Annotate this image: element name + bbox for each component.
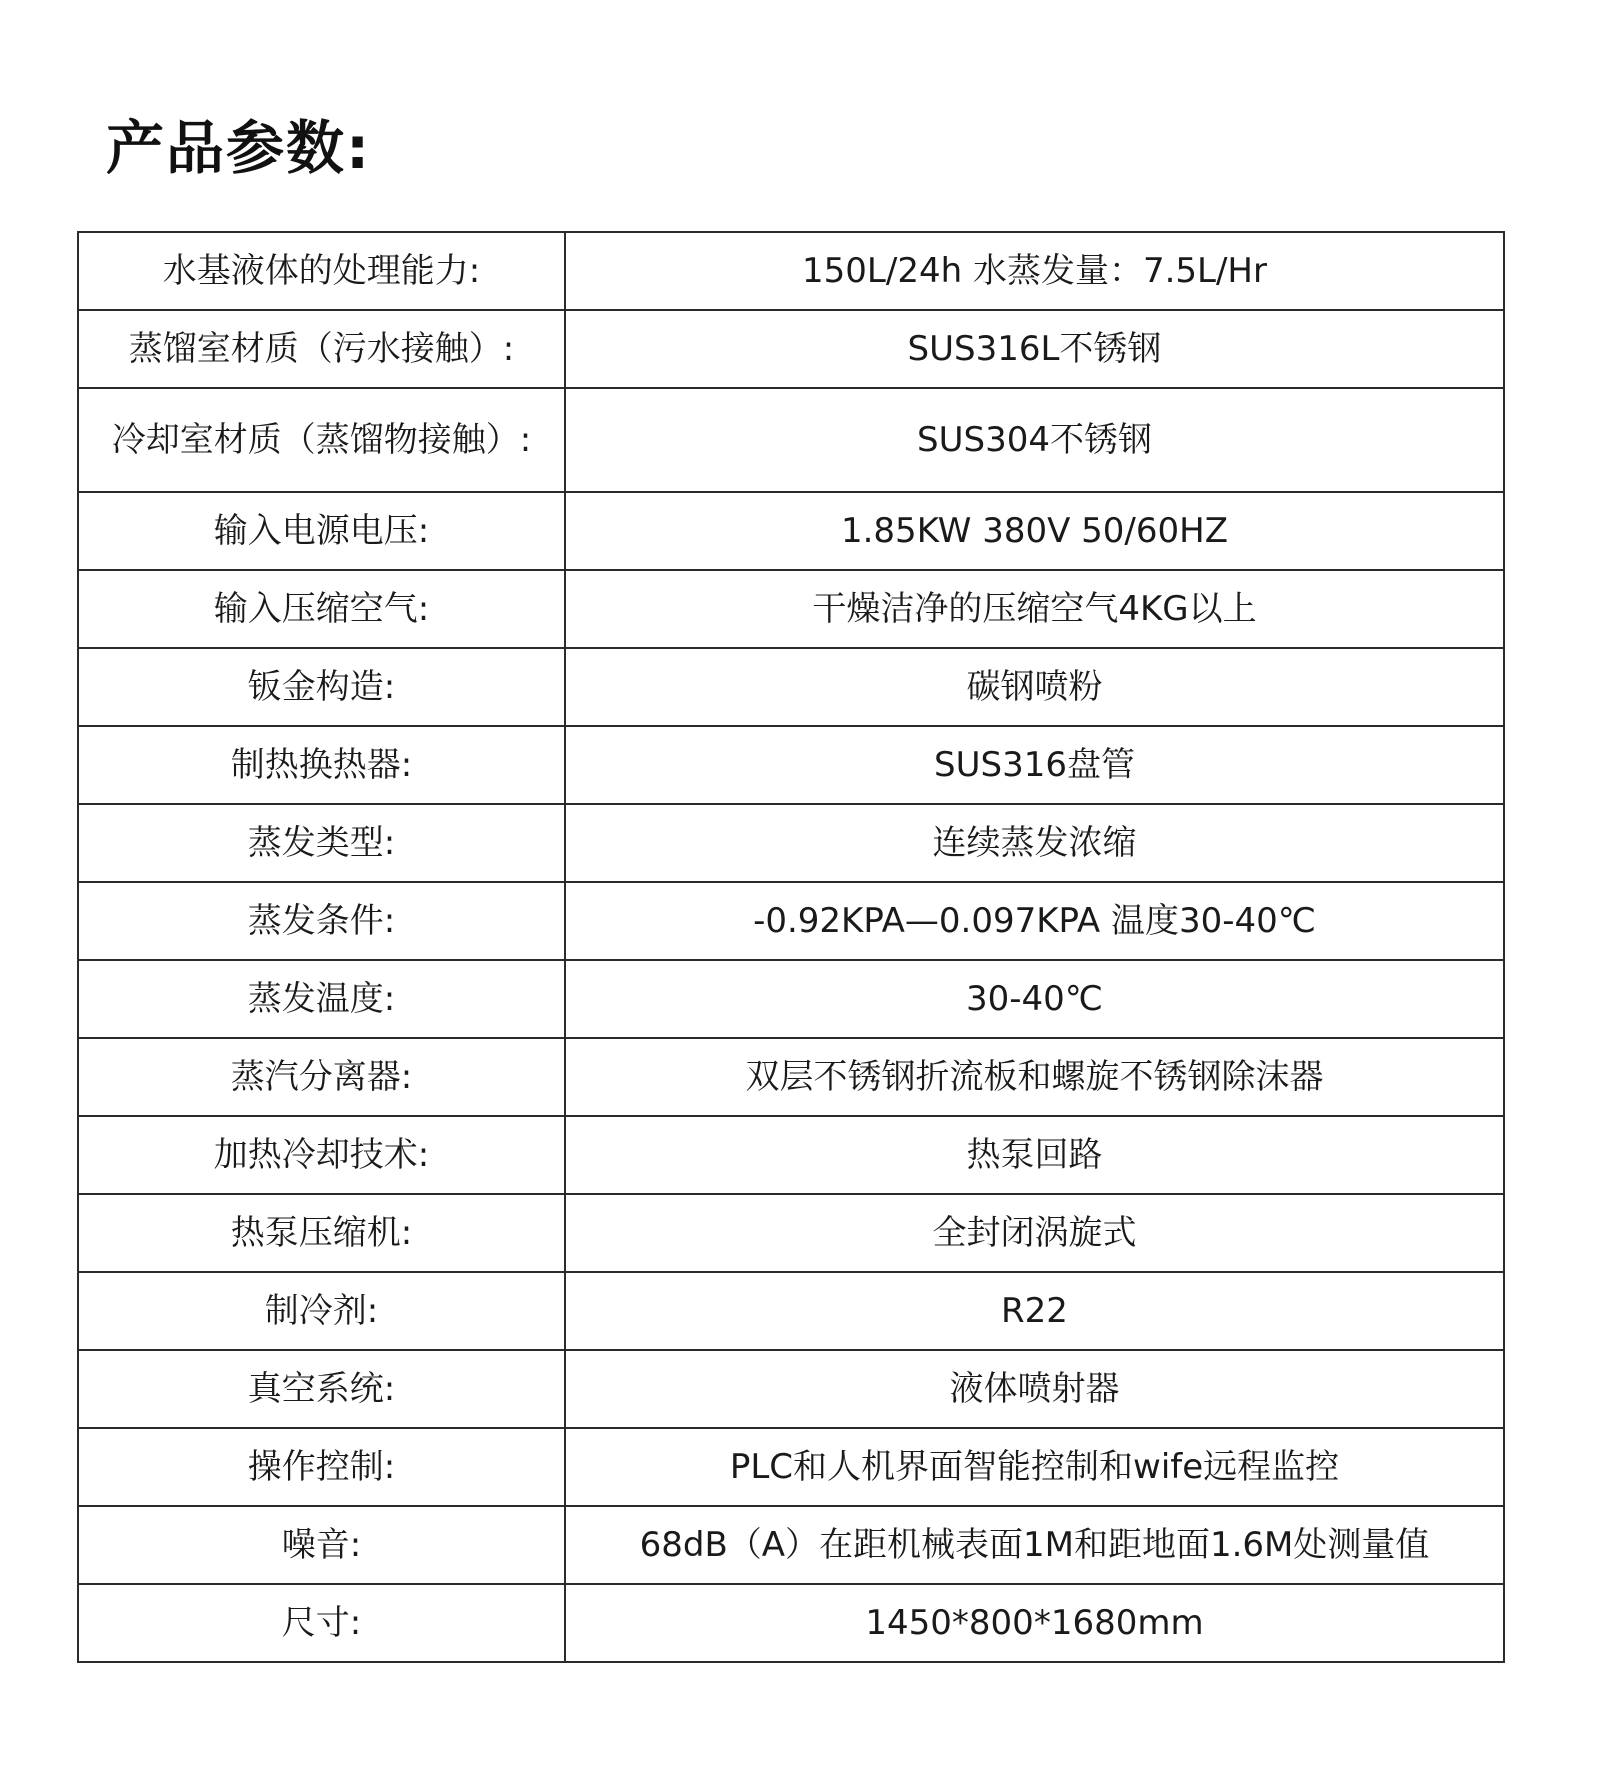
table-row — [78, 492, 1504, 570]
param-label: 蒸发类型: — [78, 804, 565, 882]
param-value: 干燥洁净的压缩空气4KG以上 — [565, 570, 1504, 648]
param-value: PLC和人机界面智能控制和wife远程监控 — [565, 1428, 1504, 1506]
param-value: 150L/24h 水蒸发量：7.5L/Hr — [565, 232, 1504, 310]
param-label: 尺寸: — [78, 1584, 565, 1662]
param-value: 液体喷射器 — [565, 1350, 1504, 1428]
param-label: 水基液体的处理能力: — [78, 232, 565, 310]
param-label: 真空系统: — [78, 1350, 565, 1428]
param-label: 蒸发温度: — [78, 960, 565, 1038]
param-label: 热泵压缩机: — [78, 1194, 565, 1272]
table-row — [78, 1350, 1504, 1428]
param-label: 操作控制: — [78, 1428, 565, 1506]
table-row — [78, 310, 1504, 388]
table-row — [78, 570, 1504, 648]
page-title: 产品参数: — [106, 114, 372, 182]
table-row — [78, 960, 1504, 1038]
param-value: SUS316盘管 — [565, 726, 1504, 804]
param-value: R22 — [565, 1272, 1504, 1350]
param-value: SUS304不锈钢 — [565, 388, 1504, 492]
table-row — [78, 648, 1504, 726]
table-row — [78, 1038, 1504, 1116]
param-label: 蒸发条件: — [78, 882, 565, 960]
params-table — [77, 231, 1505, 1663]
table-row — [78, 232, 1504, 310]
param-label: 制冷剂: — [78, 1272, 565, 1350]
table-row — [78, 1428, 1504, 1506]
table-row — [78, 882, 1504, 960]
table-row — [78, 804, 1504, 882]
table-row — [78, 1272, 1504, 1350]
table-row — [78, 1194, 1504, 1272]
param-label: 冷却室材质（蒸馏物接触）: — [78, 388, 565, 492]
param-value: 68dB（A）在距机械表面1M和距地面1.6M处测量值 — [565, 1506, 1504, 1584]
param-value: 双层不锈钢折流板和螺旋不锈钢除沫器 — [565, 1038, 1504, 1116]
param-label: 噪音: — [78, 1506, 565, 1584]
param-value: 连续蒸发浓缩 — [565, 804, 1504, 882]
param-label: 输入压缩空气: — [78, 570, 565, 648]
param-value: -0.92KPA—0.097KPA 温度30-40℃ — [565, 882, 1504, 960]
param-label: 加热冷却技术: — [78, 1116, 565, 1194]
table-row — [78, 1116, 1504, 1194]
param-value: 热泵回路 — [565, 1116, 1504, 1194]
param-label: 输入电源电压: — [78, 492, 565, 570]
param-label: 蒸汽分离器: — [78, 1038, 565, 1116]
param-value: 碳钢喷粉 — [565, 648, 1504, 726]
table-row — [78, 1584, 1504, 1662]
table-row — [78, 726, 1504, 804]
table-row — [78, 1506, 1504, 1584]
param-value: 30-40℃ — [565, 960, 1504, 1038]
param-value: 1450*800*1680mm — [565, 1584, 1504, 1662]
param-label: 制热换热器: — [78, 726, 565, 804]
param-value: 1.85KW 380V 50/60HZ — [565, 492, 1504, 570]
param-value: SUS316L不锈钢 — [565, 310, 1504, 388]
param-value: 全封闭涡旋式 — [565, 1194, 1504, 1272]
table-row — [78, 388, 1504, 492]
param-label: 钣金构造: — [78, 648, 565, 726]
param-label: 蒸馏室材质（污水接触）: — [78, 310, 565, 388]
